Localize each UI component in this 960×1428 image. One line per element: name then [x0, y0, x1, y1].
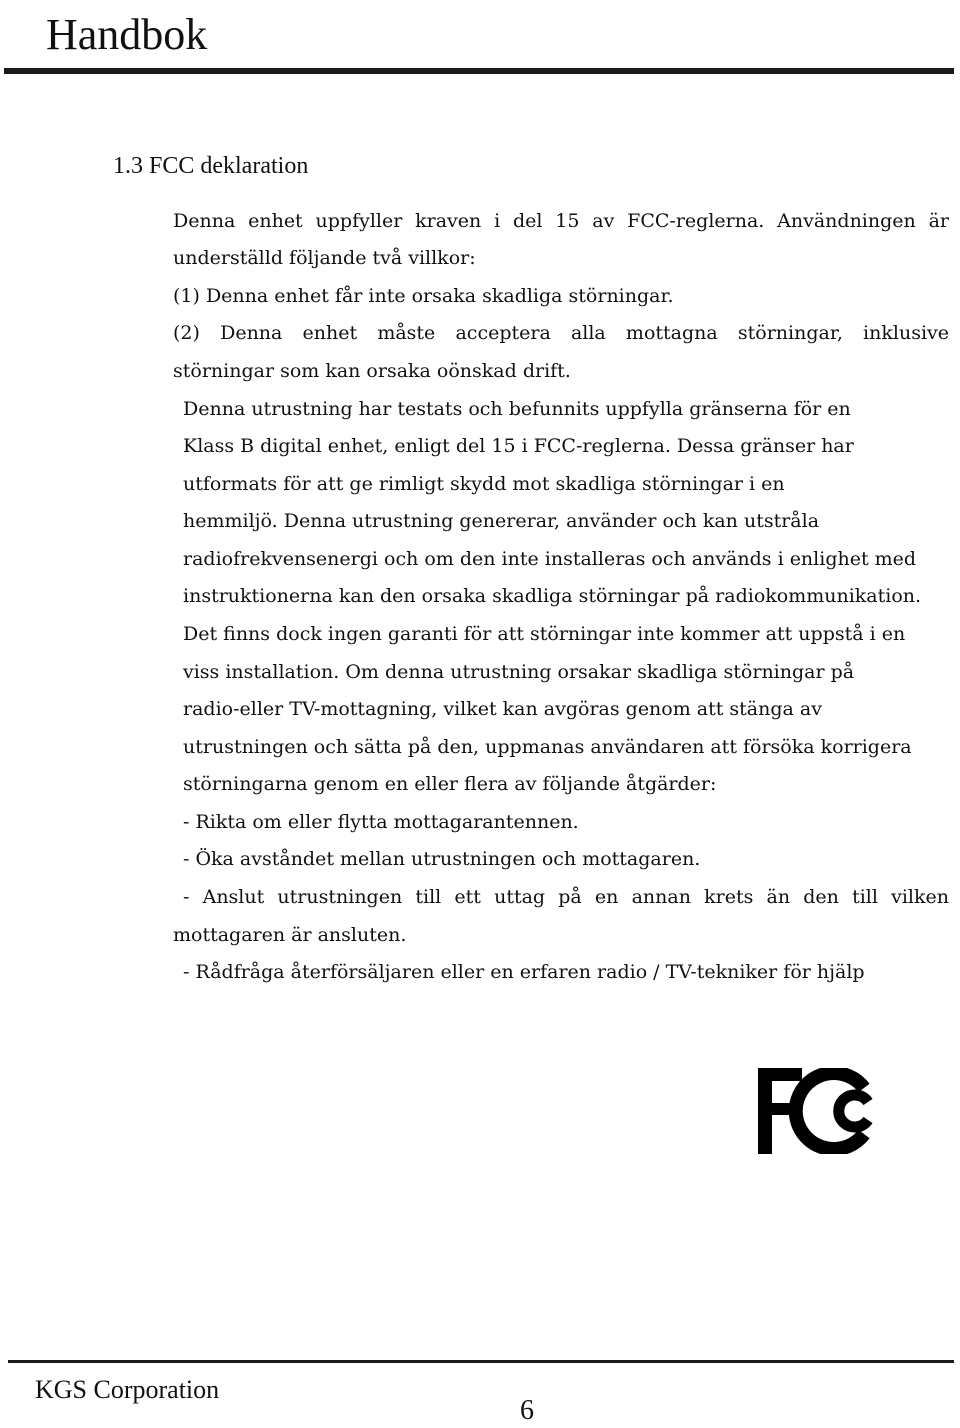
- page-number: 6: [520, 1395, 534, 1426]
- footer-divider: [8, 1360, 954, 1363]
- footer-company: KGS Corporation: [35, 1375, 220, 1404]
- intro-line-2: underställd följande två villkor:: [173, 247, 476, 269]
- body-line-5: radiofrekvensenergi och om den inte installeras och används i enlighet med: [183, 548, 917, 570]
- body-line-1: Denna utrustning har testats och befunnits uppfylla gränserna för en: [183, 398, 851, 420]
- body-line-10: utrustningen och sätta på den, uppmanas användaren att försöka korrigera: [183, 736, 912, 758]
- condition-line-3: störningar som kan orsaka oönskad drift.: [173, 360, 571, 382]
- condition-line-1: (1) Denna enhet får inte orsaka skadliga störningar.: [173, 285, 674, 307]
- bullet-item-3: - Anslut utrustningen till ett uttag på en annan krets än den till vilken: [183, 886, 949, 908]
- body-line-2: Klass B digital enhet, enligt del 15 i FCC-reglerna. Dessa gränser har: [183, 435, 854, 457]
- body-line-9: radio-eller TV-mottagning, vilket kan avgöras genom att stänga av: [183, 698, 822, 720]
- bullet-item-3-continuation: mottagaren är ansluten.: [173, 924, 407, 946]
- body-line-7: Det finns dock ingen garanti för att störningar inte kommer att uppstå i en: [183, 623, 906, 645]
- body-line-6: instruktionerna kan den orsaka skadliga störningar på radiokommunikation.: [183, 585, 922, 607]
- intro-line-1: Denna enhet uppfyller kraven i del 15 av FCC-reglerna. Användningen är: [173, 210, 949, 232]
- bullet-item-2: - Öka avståndet mellan utrustningen och mottagaren.: [183, 848, 701, 870]
- page-header-title: Handbok: [46, 10, 208, 59]
- body-line-8: viss installation. Om denna utrustning orsakar skadliga störningar på: [183, 661, 855, 683]
- body-line-11: störningarna genom en eller flera av följande åtgärder:: [183, 773, 717, 795]
- header-divider: [4, 68, 954, 74]
- body-line-3: utformats för att ge rimligt skydd mot skadliga störningar i en: [183, 473, 785, 495]
- fcc-logo-icon: [758, 1068, 884, 1154]
- bullet-item-4: - Rådfråga återförsäljaren eller en erfaren radio / TV-tekniker för hjälp: [183, 961, 865, 983]
- condition-line-2: (2) Denna enhet måste acceptera alla mottagna störningar, inklusive: [173, 322, 949, 344]
- bullet-item-1: - Rikta om eller flytta mottagarantennen.: [183, 811, 579, 833]
- body-line-4: hemmiljö. Denna utrustning genererar, använder och kan utstråla: [183, 510, 820, 532]
- section-heading: 1.3 FCC deklaration: [113, 153, 309, 179]
